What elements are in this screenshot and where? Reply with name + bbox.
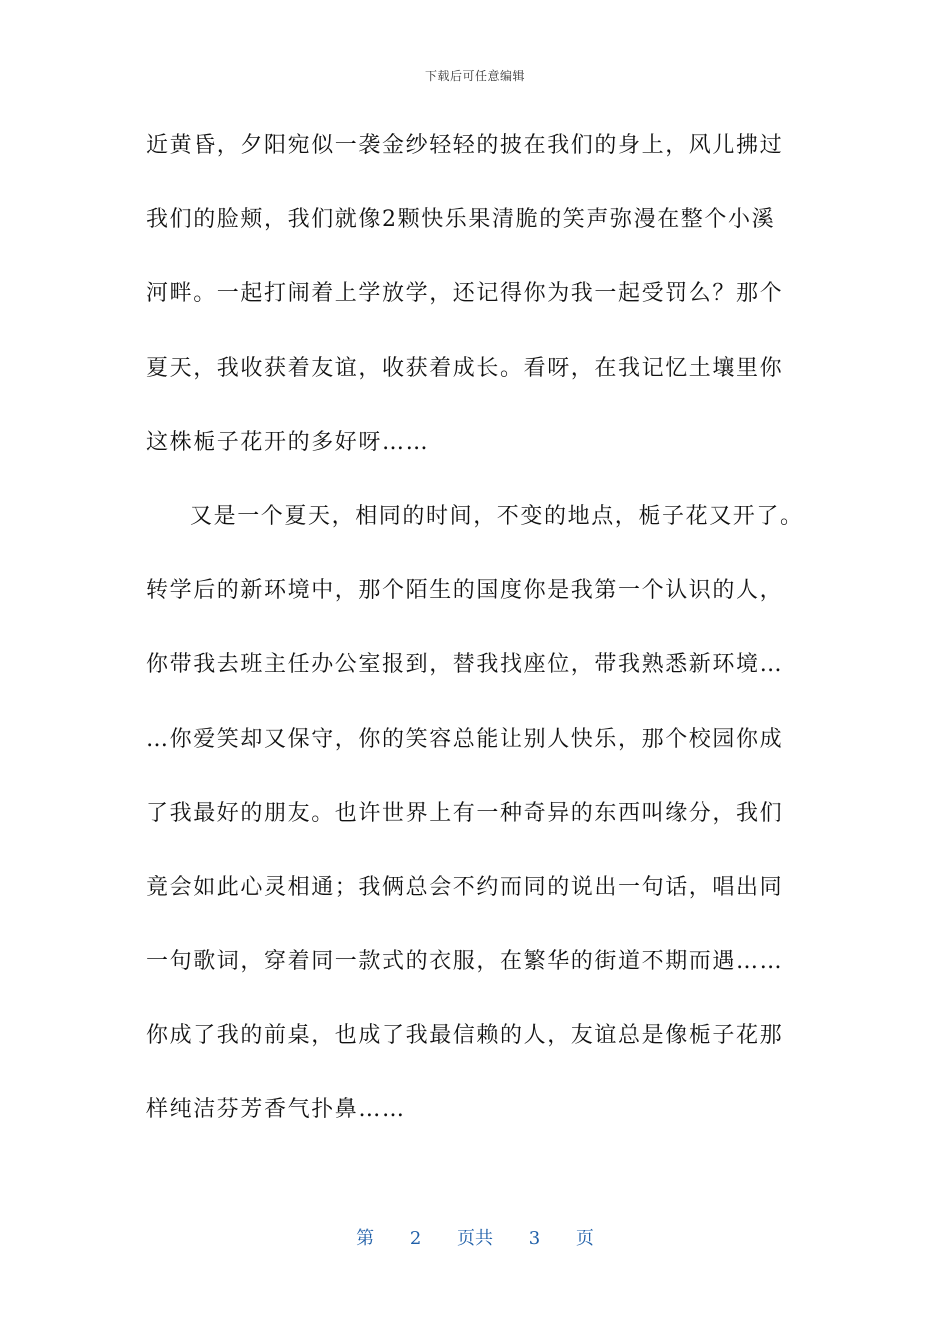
- body-line: 你成了我的前桌，也成了我最信赖的人，友谊总是像栀子花那: [146, 1023, 784, 1049]
- footer-page-prefix: 第: [356, 1228, 375, 1249]
- document-body: [146, 126, 846, 1165]
- body-line: …你爱笑却又保守，你的笑容总能让别人快乐，那个校园你成: [146, 726, 784, 752]
- body-line: 这株栀子花开的多好呀……: [146, 429, 430, 455]
- body-line: 样纯洁芬芳香气扑鼻……: [146, 1097, 406, 1123]
- body-line: 了我最好的朋友。也许世界上有一种奇异的东西叫缘分，我们: [146, 800, 784, 826]
- body-line: 你带我去班主任办公室报到，替我找座位，带我熟悉新环境…: [146, 652, 784, 678]
- footer-page-suffix: 页: [575, 1228, 594, 1249]
- body-line: 近黄昏，夕阳宛似一袭金纱轻轻的披在我们的身上，风儿拂过: [146, 133, 784, 158]
- body-line: 夏天，我收获着友谊，收获着成长。看呀，在我记忆土壤里你: [146, 355, 784, 381]
- page-footer: [0, 1224, 950, 1250]
- page-header: 下载后可任意编辑: [424, 69, 525, 83]
- body-line: 我们的脸颊，我们就像2颗快乐果清脆的笑声弥漫在整个小溪: [146, 207, 776, 233]
- body-line: 一句歌词，穿着同一款式的衣服，在繁华的街道不期而遇……: [146, 949, 784, 975]
- footer-current-page: 2: [409, 1228, 422, 1249]
- body-line-paragraph-start: 又是一个夏天，相同的时间，不变的地点，栀子花又开了。: [190, 503, 804, 529]
- footer-total-pages: 3: [528, 1228, 541, 1249]
- footer-page-mid: 页共: [457, 1228, 493, 1249]
- body-line: 转学后的新环境中，那个陌生的国度你是我第一个认识的人，: [146, 578, 784, 604]
- body-line: 河畔。一起打闹着上学放学，还记得你为我一起受罚么？那个: [146, 281, 784, 307]
- body-line: 竟会如此心灵相通；我俩总会不约而同的说出一句话，唱出同: [146, 874, 784, 900]
